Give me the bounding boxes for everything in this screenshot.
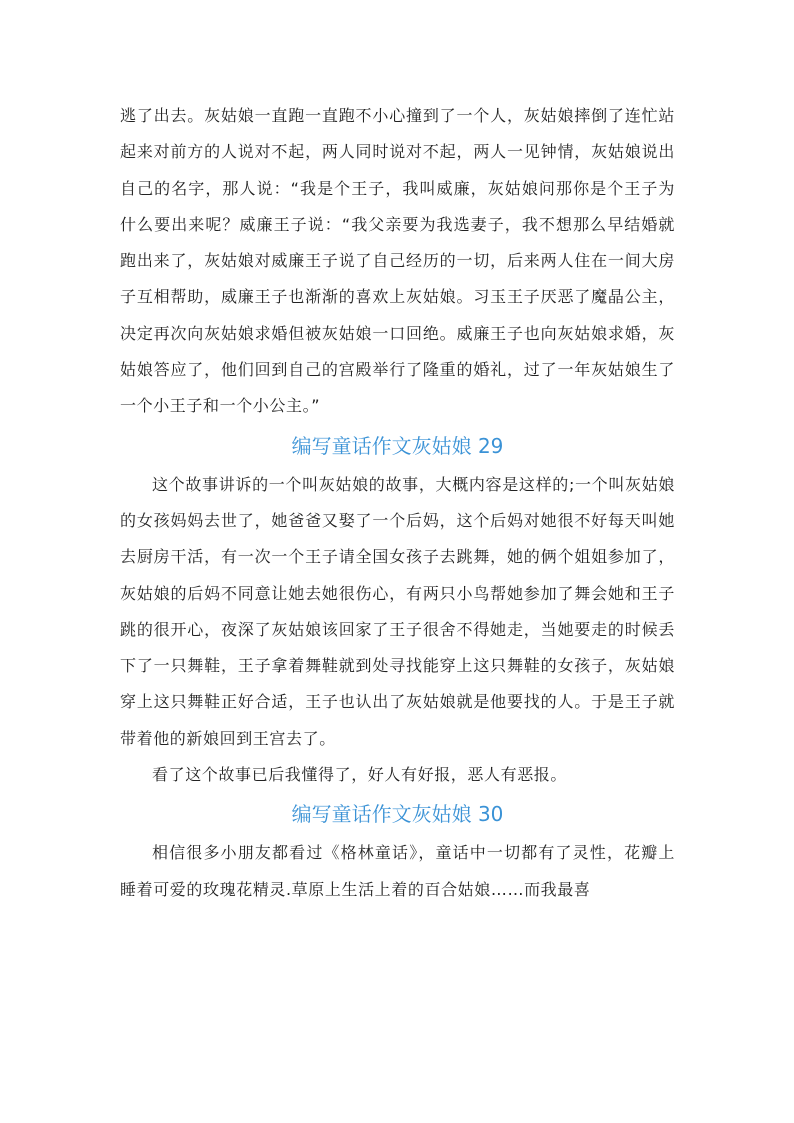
document-page <box>120 98 675 908</box>
section-30-heading: 编写童话作文灰姑娘 30 <box>291 802 504 827</box>
section-29-heading: 编写童话作文灰姑娘 29 <box>291 433 504 458</box>
section-29-paragraph-2: 看了这个故事已后我懂得了，好人有好报，恶人有恶报。 <box>152 765 568 785</box>
section-29-paragraph-1: 这个故事讲诉的一个叫灰姑娘的故事，大概内容是这样的;一个叫灰姑娘的女孩妈妈去世了，她爸爸又娶了一个后妈，这个后妈对她很不好每天叫她去厨房干活，有一次一个王子请全国女孩子去跳舞，她的俩个姐姐参加了，灰姑娘的后妈不同意让她去她很伤心，有两只小鸟帮她参加了舞会她和王子跳的很开心，夜深了灰姑娘该回家了王子很舍不得她走，当她要走的时候丢下了一只舞鞋，王子拿着舞鞋就到处寻找能穿上这只舞鞋的女孩子，灰姑娘穿上这只舞鞋正好合适，王子也认出了灰姑娘就是他要找的人。于是王子就带着他的新娘回到王宫去了。 <box>120 474 675 748</box>
section-30-paragraph-1: 相信很多小朋友都看过《格林童话》，童话中一切都有了灵性，花瓣上睡着可爱的玫瑰花精灵.草原上生活上着的百合姑娘……而我最喜 <box>120 843 675 899</box>
continuation-paragraph: 逃了出去。灰姑娘一直跑一直跑不小心撞到了一个人，灰姑娘摔倒了连忙站起来对前方的人说对不起，两人同时说对不起，两人一见钟情，灰姑娘说出自己的名字，那人说：“我是个王子，我叫威廉，灰姑娘问那你是个王子为什么要出来呢？威廉王子说：“我父亲要为我选妻子，我不想那么早结婚就跑出来了，灰姑娘对威廉王子说了自己经历的一切，后来两人住在一间大房子互相帮助，威廉王子也渐渐的喜欢上灰姑娘。习玉王子厌恶了魔晶公主，决定再次向灰姑娘求婚但被灰姑娘一口回绝。威廉王子也向灰姑娘求婚，灰姑娘答应了，他们回到自己的宫殿举行了隆重的婚礼，过了一年灰姑娘生了一个小王子和一个小公主。” <box>120 106 675 416</box>
